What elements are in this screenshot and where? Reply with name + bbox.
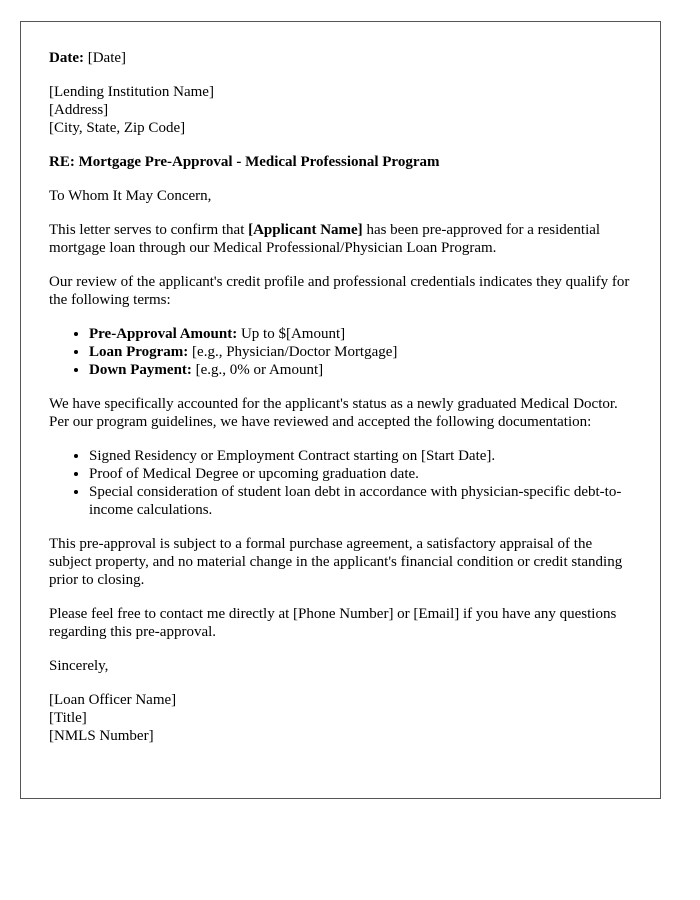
recipient-address-block (49, 83, 632, 137)
documentation-item: • Proof of Medical Degree or upcoming graduation date. (89, 465, 632, 483)
date-value: [Date] (87, 50, 127, 66)
confirmation-text-before: This letter serves to confirm that (49, 222, 249, 238)
subject-text: RE: Mortgage Pre-Approval - Medical Professional Program (49, 154, 440, 170)
letter-page (20, 21, 661, 799)
contact-paragraph: Please feel free to contact me directly at [Phone Number] or [Email] if you have any questions regarding this pre-approval. (49, 606, 617, 640)
date-line (49, 49, 632, 67)
conditions-paragraph: This pre-approval is subject to a formal purchase agreement, a satisfactory appraisal of the subject property, and no material change in the applicant's financial condition or credit standing prior to closing. (49, 536, 623, 588)
recipient-name: [Lending Institution Name] (49, 84, 214, 100)
documentation-item: • Special consideration of student loan debt in accordance with physician-specific debt-to-income calculations. (89, 483, 632, 519)
term-value: [e.g., 0% or Amount] (191, 362, 324, 378)
term-value: Up to $[Amount] (237, 326, 346, 342)
term-label: Loan Program: (89, 344, 189, 360)
review-paragraph: Our review of the applicant's credit profile and professional credentials indicates they qualify for the following terms: (49, 274, 630, 308)
term-item-down-payment (89, 361, 632, 379)
terms-list (49, 325, 632, 379)
loan-officer-title: [Title] (49, 710, 87, 726)
loan-officer-name: [Loan Officer Name] (49, 692, 177, 708)
signature-block (49, 691, 632, 745)
documentation-list (49, 447, 632, 519)
recipient-city-state-zip: [City, State, Zip Code] (49, 120, 186, 136)
confirmation-paragraph (49, 221, 632, 257)
salutation: To Whom It May Concern, (49, 188, 212, 204)
nmls-number: [NMLS Number] (49, 728, 154, 744)
documentation-item: • Signed Residency or Employment Contract starting on [Start Date]. (89, 447, 632, 465)
term-item-loan-program (89, 343, 632, 361)
confirmation-text-after: has been pre-approved for a residential mortgage loan through our Medical Professional/Physician Loan Program. (49, 222, 601, 256)
term-value: [e.g., Physician/Doctor Mortgage] (188, 344, 398, 360)
subject-line (49, 153, 632, 171)
recipient-address: [Address] (49, 102, 109, 118)
date-label: Date: (49, 50, 84, 66)
term-item-pre-approval-amount (89, 325, 632, 343)
applicant-name: [Applicant Name] (248, 222, 363, 238)
term-label: Down Payment: (89, 362, 192, 378)
status-paragraph: We have specifically accounted for the applicant's status as a newly graduated Medical Doctor. Per our program guidelines, we have reviewed and accepted the following documentation: (49, 396, 618, 430)
closing: Sincerely, (49, 658, 109, 674)
term-label: Pre-Approval Amount: (89, 326, 238, 342)
